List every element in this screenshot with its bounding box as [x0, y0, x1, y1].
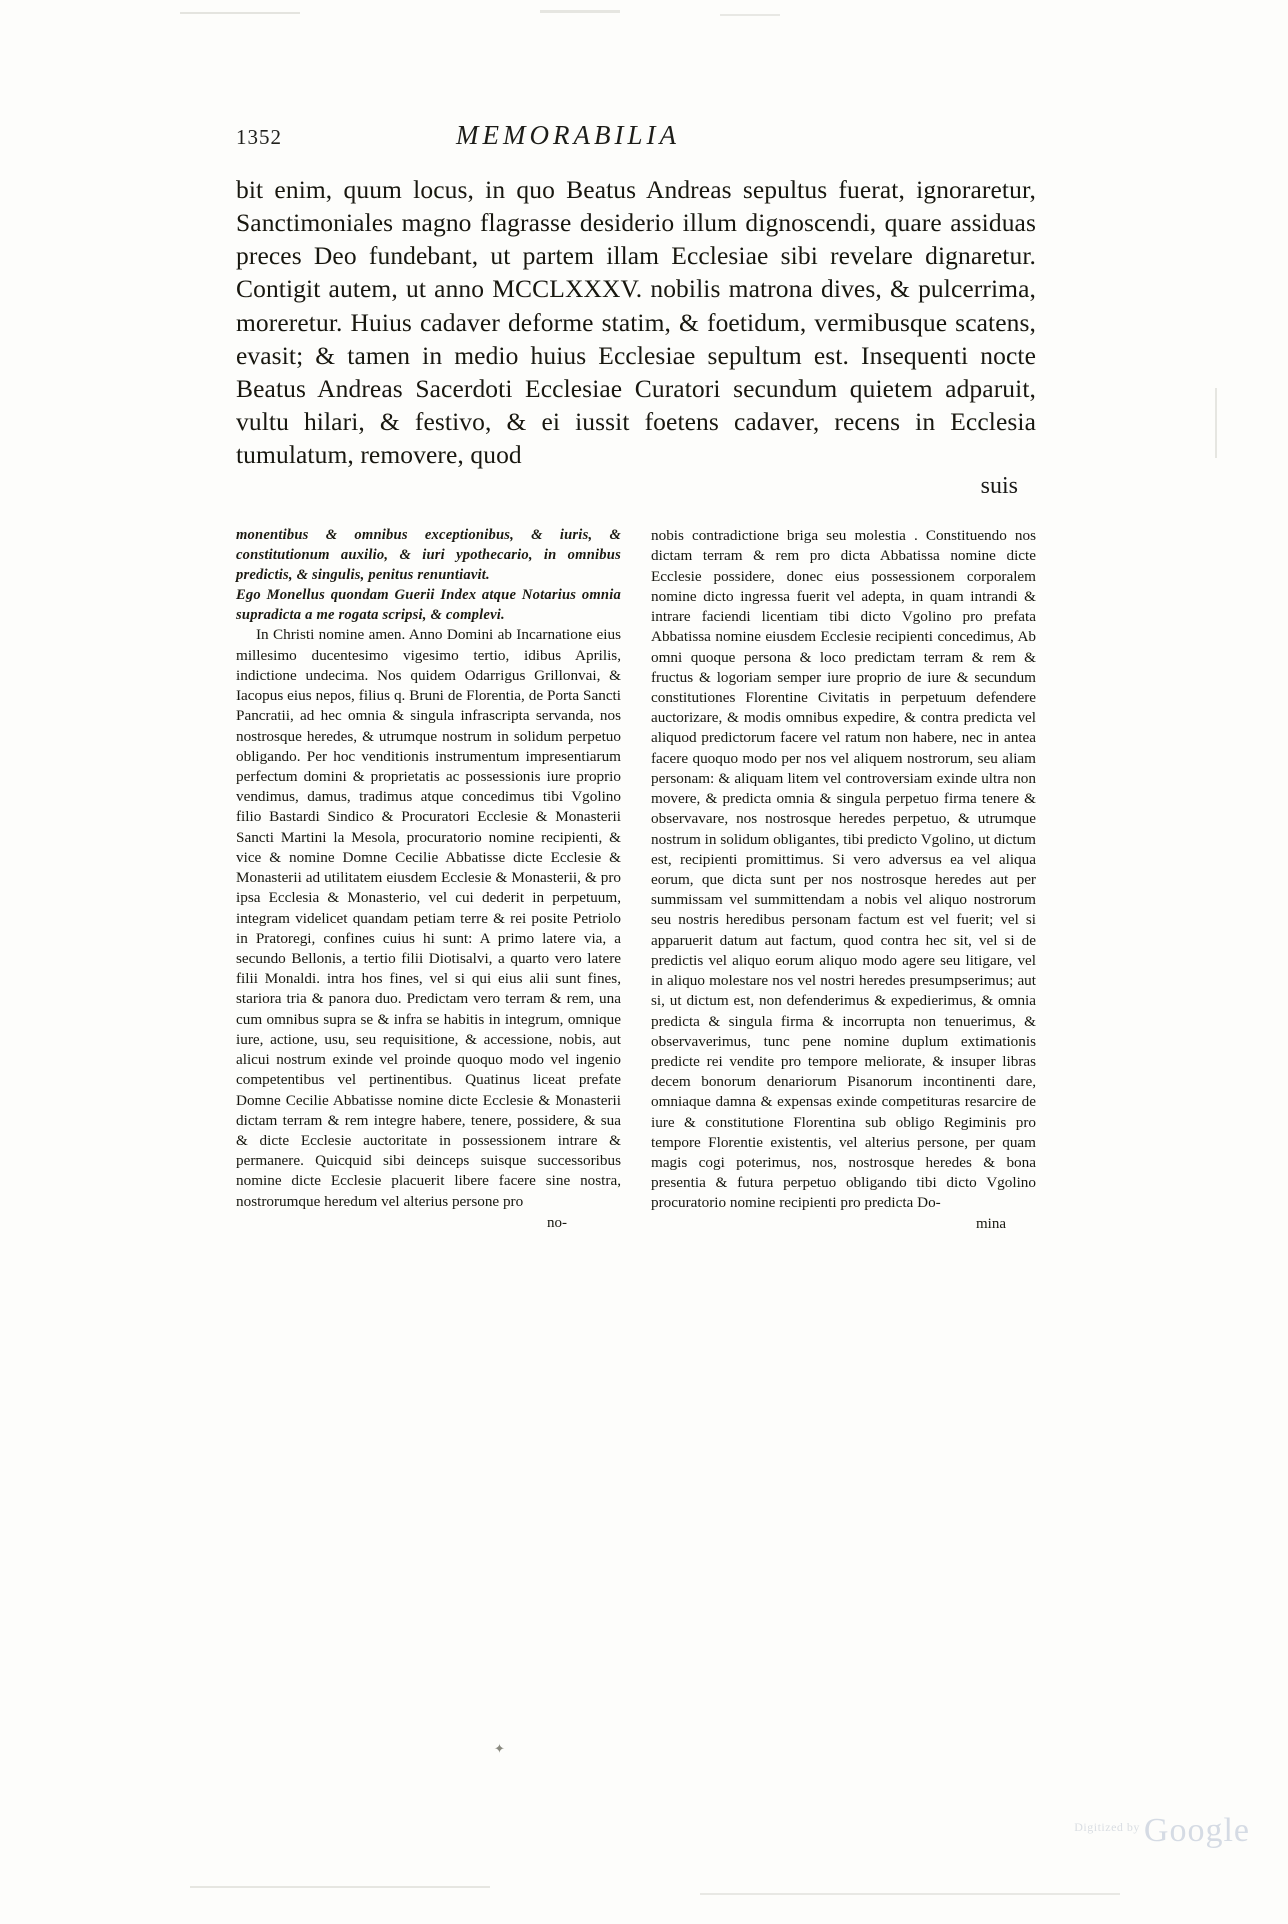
right-column — [651, 526, 1036, 1234]
left-column-catchword: no- — [547, 1214, 567, 1231]
right-column-body-text: nobis contradictione briga seu molestia . Constituendo nos dictam terram & rem pro dicta Abbatissa nomine dicte Ecclesie possidere, donec eius possessionem corporalem nomine dicto ingressa fuerit vel adepta, in quam intrandi & intrare faciendi licentiam tibi dicto Vgolino pro prefata Abbatissa nomine eiusdem Ecclesie recipienti concedimus, Ab omni quoque persona & loco predictam terram & rem & fructus & logoriam semper iure proprio de iure & secundum constitutiones Florentine Civitatis in perpetuum defendere auctorizare, & modis omnibus expedire, & contra predicta vel aliquod predictorum facere vel ratum non habere, nec in antea facere quoquo modo per nos vel aliquem nostrorum, seu aliam personam: & aliquam litem vel controversiam exinde ultra non movere, & predicta omnia & singula perpetuo firma tenere & observavare, nos nostrosque heredes perpetuo, & utrumque nostrum in solidum obligantes, tibi predicto Vgolino, ut dictum est, recipienti promittimus. Si vero adversus ea vel aliqua eorum, que dicta sunt per nos nostrosque heredes aut per summissam vel summittendam a nobis vel aliquo nostrorum seu nostris heredibus personam factum est vel fuerit; vel si apparuerit datum aut factum, quod contra hec sit, vel si de predictis vel aliquo eorum aliquo modo agere seu litigare, vel in aliquo molestare nos vel nostri heredes presumpserimus; aut si, ut dictum est, non defenderimus & expedierimus, & omnia predicta & singula firma & incorrupta non tenuerimus, & observaverimus, tunc pene nomine duplum extimationis predicte rei vendite pro tempore meliorate, & insuper libras decem bonorum denariorum Pisanorum incontinenti dare, omniaque damna & expensas exinde competituras resarcire de iure & constitutione Florentina sub obligo Regiminis pro tempore Florentie existentis, vel alterius persone, per quam magis cogi poterimus, nos, nostrosque heredes & bona presentia & futura perpetuo obligando tibi dicto Vgolino procuratorio nomine recipienti pro predicta Do- — [651, 527, 1036, 1212]
right-column-catchword: mina — [976, 1215, 1006, 1232]
left-column-italic-note-1: monentibus & omnibus exceptionibus, & iuris, & constitutionum auxilio, & iuri ypothecario, in omnibus predictis, & singulis, penitus renuntiavit. — [236, 527, 621, 583]
scan-asterisk-mark: ✦ — [494, 1741, 505, 1756]
scan-edge-mark-top-left — [180, 12, 300, 14]
digitization-watermark — [950, 1812, 1250, 1850]
watermark-brand: Google — [1143, 1812, 1250, 1849]
scan-edge-mark-top-middle — [540, 10, 620, 13]
left-column-italic-note-2: Ego Monellus quondam Guerii Index atque Notarius omnia supradicta a me rogata scripsi, & complevi. — [236, 586, 621, 623]
page-header — [236, 120, 1036, 151]
running-title: MEMORABILIA — [456, 120, 680, 150]
left-column — [236, 526, 621, 1234]
lead-paragraph: bit enim, quum locus, in quo Beatus Andreas sepultus fuerat, ignoraretur, Sanctimoniales magno flagrasse desiderio illum dignoscendi, quare assiduas preces Deo fundebant, ut partem illam Ecclesiae sibi revelare dignaretur. Contigit autem, ut anno MCCLXXXV. nobilis matrona dives, & pulcerrima, moreretur. Huius cadaver deforme statim, & foetidum, vermibusque scatens, evasit; & tamen in medio huius Ecclesiae sepultum est. Insequenti nocte Beatus Andreas Sacerdoti Ecclesiae Curatori secundum quietem adparuit, vultu hilari, & festivo, & ei iussit foetens cadaver, recens in Ecclesia tumulatum, removere, quod — [236, 175, 1036, 470]
scan-edge-mark-bottom-left — [190, 1886, 490, 1888]
scan-edge-mark-right — [1215, 388, 1217, 458]
watermark-prefix: Digitized by — [1074, 1820, 1140, 1834]
scan-edge-mark-top-right — [720, 14, 780, 16]
lead-catchword: suis — [980, 473, 1018, 500]
two-column-body — [236, 526, 1036, 1234]
scan-edge-mark-bottom-right — [700, 1893, 1120, 1895]
folio-number: 1352 — [236, 125, 282, 149]
left-column-body-text: In Christi nomine amen. Anno Domini ab Incarnatione eius millesimo ducentesimo vigesimo tertio, idibus Aprilis, indictione undecima. Nos quidem Odarrigus Grillonvai, & Iacopus eius nepos, filius q. Bruni de Florentia, de Porta Sancti Pancratii, ad hec omnia & singula infrascripta servanda, nos nostrosque heredes, & utrumque nostrum in solidum perpetuo obligando. Per hoc venditionis instrumentum impresentiarum perfectum domini & proprietatis ac possessionis iure proprio vendimus, damus, tradimus atque concedimus tibi Vgolino filio Bastardi Sindico & Procuratori Ecclesie & Monasterii Sancti Martini la Mesola, procuratorio nomine recipienti, & vice & nomine Domne Cecilie Abbatisse dicte Ecclesie & Monasterii ad utilitatem eiusdem Ecclesie & Monasterii, & pro ipsa Ecclesia & Monasterio, vel cui dederit in perpetuum, integram videlicet quandam petiam terre & rei posite Petriolo in Pratoregi, confines cuius hi sunt: A primo latere via, a secundo Bellonis, a tertio filii Diotisalvi, a quarto vero latere filii Monaldi. intra hos fines, vel si qui eius alii sunt fines, stariora tria & panora duo. Predictam vero terram & rem, una cum omnibus supra se & infra se habitis in integrum, omnique iure, actione, usu, seu requisitione, & accessione, nobis, aut alicui nostrum exinde vel proinde quoquo modo vel ingenio competentibus vel pertinentibus. Quatinus liceat prefate Domne Cecilie Abbatisse nomine dicte Ecclesie & Monasterii dictam terram & rem integre habere, tenere, possidere, & sua & dicte Ecclesie auctoritate in possessionem intrare & permanere. Quicquid sibi deinceps suisque successoribus nomine dicte Ecclesie placuerit libere facere sine nostra, nostrorumque heredum vel alterius persone pro — [236, 626, 621, 1210]
page-content — [236, 120, 1036, 1235]
